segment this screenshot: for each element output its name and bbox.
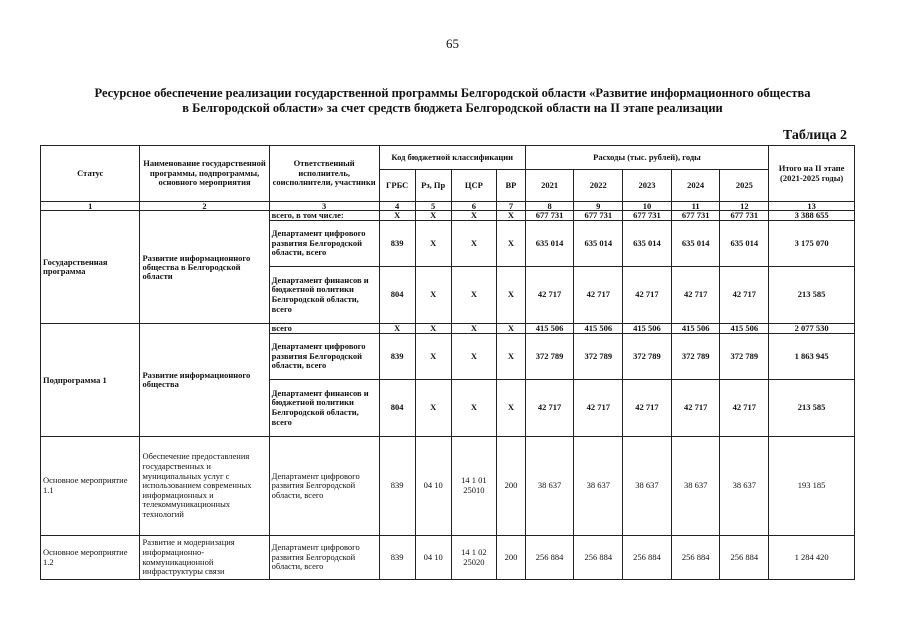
- cell-vr: X: [497, 211, 526, 221]
- row-program-name: Обеспечение предоставления государственных и муниципальных услуг с использованием современных информационных и телекоммуникационных технологий: [140, 437, 269, 536]
- cell-2025: 372 789: [720, 334, 769, 380]
- header-total: Итого на II этапе (2021-2025 годы): [769, 146, 855, 202]
- cell-rzpr: X: [415, 334, 451, 380]
- row-status: Основное мероприятие 1.2: [41, 536, 140, 580]
- column-number: 11: [671, 202, 720, 211]
- table-row: [41, 324, 855, 334]
- cell-vr: 200: [497, 536, 526, 580]
- cell-csr: X: [451, 211, 497, 221]
- cell-total: 2 077 530: [769, 324, 855, 334]
- cell-2021: 635 014: [525, 221, 574, 267]
- header-expenses: Расходы (тыс. рублей), годы: [525, 146, 768, 170]
- header-year-2025: 2025: [720, 170, 769, 202]
- header-year-2024: 2024: [671, 170, 720, 202]
- cell-2021: 42 717: [525, 267, 574, 324]
- cell-2024: 38 637: [671, 437, 720, 536]
- cell-2022: 677 731: [574, 211, 623, 221]
- cell-total: 213 585: [769, 267, 855, 324]
- cell-2024: 256 884: [671, 536, 720, 580]
- column-number: 7: [497, 202, 526, 211]
- cell-2023: 415 506: [623, 324, 672, 334]
- cell-grbs: X: [379, 211, 415, 221]
- cell-2023: 677 731: [623, 211, 672, 221]
- header-grbs: ГРБС: [379, 170, 415, 202]
- header-csr: ЦСР: [451, 170, 497, 202]
- cell-2021: 38 637: [525, 437, 574, 536]
- cell-2025: 677 731: [720, 211, 769, 221]
- cell-2024: 635 014: [671, 221, 720, 267]
- cell-2023: 256 884: [623, 536, 672, 580]
- row-program-name: Развитие и модернизация информационно-коммуникационной инфраструктуры связи: [140, 536, 269, 580]
- cell-grbs: 804: [379, 267, 415, 324]
- row-executor: Департамент цифрового развития Белгородской области, всего: [269, 536, 379, 580]
- cell-2025: 635 014: [720, 221, 769, 267]
- cell-grbs: X: [379, 324, 415, 334]
- cell-vr: X: [497, 380, 526, 437]
- cell-2023: 42 717: [623, 267, 672, 324]
- cell-2023: 42 717: [623, 380, 672, 437]
- cell-csr: 14 1 02 25020: [451, 536, 497, 580]
- cell-rzpr: 04 10: [415, 437, 451, 536]
- row-executor: Департамент цифрового развития Белгородской области, всего: [269, 437, 379, 536]
- cell-2025: 256 884: [720, 536, 769, 580]
- cell-rzpr: 04 10: [415, 536, 451, 580]
- cell-vr: X: [497, 334, 526, 380]
- row-status: Подпрограмма 1: [41, 324, 140, 437]
- cell-2021: 677 731: [525, 211, 574, 221]
- row-executor: всего, в том числе:: [269, 211, 379, 221]
- column-number-row: [41, 202, 855, 211]
- header-program-name: Наименование государственной программы, подпрограммы, основного мероприятия: [140, 146, 269, 202]
- column-number: 13: [769, 202, 855, 211]
- cell-2024: 372 789: [671, 334, 720, 380]
- resource-table: [40, 145, 855, 580]
- cell-2022: 42 717: [574, 267, 623, 324]
- column-number: 3: [269, 202, 379, 211]
- cell-csr: 14 1 01 25010: [451, 437, 497, 536]
- cell-rzpr: X: [415, 211, 451, 221]
- cell-2021: 415 506: [525, 324, 574, 334]
- cell-csr: X: [451, 380, 497, 437]
- column-number: 5: [415, 202, 451, 211]
- column-number: 4: [379, 202, 415, 211]
- page-number: 65: [446, 36, 459, 51]
- header-vr: ВР: [497, 170, 526, 202]
- cell-rzpr: X: [415, 324, 451, 334]
- header-year-2021: 2021: [525, 170, 574, 202]
- cell-vr: X: [497, 221, 526, 267]
- row-status: Основное мероприятие 1.1: [41, 437, 140, 536]
- cell-2023: 372 789: [623, 334, 672, 380]
- header-year-2023: 2023: [623, 170, 672, 202]
- cell-total: 3 388 655: [769, 211, 855, 221]
- cell-csr: X: [451, 324, 497, 334]
- table-row: [41, 437, 855, 536]
- cell-grbs: 839: [379, 334, 415, 380]
- cell-2022: 635 014: [574, 221, 623, 267]
- header-rzpr: Рз, Пр: [415, 170, 451, 202]
- column-number: 2: [140, 202, 269, 211]
- document-title: [40, 86, 865, 116]
- cell-2024: 42 717: [671, 380, 720, 437]
- cell-2021: 372 789: [525, 334, 574, 380]
- cell-total: 1 284 420: [769, 536, 855, 580]
- cell-vr: X: [497, 324, 526, 334]
- header-year-2022: 2022: [574, 170, 623, 202]
- cell-csr: X: [451, 221, 497, 267]
- row-status: Государственная программа: [41, 211, 140, 324]
- cell-2024: 42 717: [671, 267, 720, 324]
- table-row: [41, 536, 855, 580]
- cell-vr: X: [497, 267, 526, 324]
- cell-2025: 42 717: [720, 267, 769, 324]
- title-line-1: Ресурсное обеспечение реализации государственной программы Белгородской области «Развитие информационного общества: [94, 86, 811, 100]
- cell-rzpr: X: [415, 267, 451, 324]
- cell-total: 193 185: [769, 437, 855, 536]
- cell-grbs: 839: [379, 221, 415, 267]
- cell-grbs: 839: [379, 536, 415, 580]
- cell-grbs: 804: [379, 380, 415, 437]
- cell-rzpr: X: [415, 221, 451, 267]
- cell-total: 3 175 070: [769, 221, 855, 267]
- title-line-2: в Белгородской области» за счет средств бюджета Белгородской области на II этапе реализации: [182, 101, 723, 115]
- column-number: 10: [623, 202, 672, 211]
- cell-2024: 415 506: [671, 324, 720, 334]
- column-number: 9: [574, 202, 623, 211]
- cell-2022: 372 789: [574, 334, 623, 380]
- row-executor: Департамент цифрового развития Белгородской области, всего: [269, 334, 379, 380]
- row-program-name: Развитие информационного общества: [140, 324, 269, 437]
- row-executor: Департамент цифрового развития Белгородской области, всего: [269, 221, 379, 267]
- cell-vr: 200: [497, 437, 526, 536]
- header-executor: Ответственный исполнитель, соисполнители, участники: [269, 146, 379, 202]
- cell-2022: 415 506: [574, 324, 623, 334]
- cell-csr: X: [451, 267, 497, 324]
- cell-rzpr: X: [415, 380, 451, 437]
- cell-total: 213 585: [769, 380, 855, 437]
- cell-total: 1 863 945: [769, 334, 855, 380]
- cell-2022: 38 637: [574, 437, 623, 536]
- column-number: 12: [720, 202, 769, 211]
- cell-2025: 415 506: [720, 324, 769, 334]
- column-number: 1: [41, 202, 140, 211]
- cell-2022: 256 884: [574, 536, 623, 580]
- cell-2023: 38 637: [623, 437, 672, 536]
- row-executor: Департамент финансов и бюджетной политики Белгородской области, всего: [269, 380, 379, 437]
- cell-csr: X: [451, 334, 497, 380]
- table-row: [41, 211, 855, 221]
- column-number: 6: [451, 202, 497, 211]
- row-executor: всего: [269, 324, 379, 334]
- cell-2021: 256 884: [525, 536, 574, 580]
- row-program-name: Развитие информационного общества в Белгородской области: [140, 211, 269, 324]
- cell-2022: 42 717: [574, 380, 623, 437]
- table-label: Таблица 2: [782, 128, 847, 143]
- cell-2025: 42 717: [720, 380, 769, 437]
- cell-2024: 677 731: [671, 211, 720, 221]
- cell-2021: 42 717: [525, 380, 574, 437]
- header-status: Статус: [41, 146, 140, 202]
- cell-2025: 38 637: [720, 437, 769, 536]
- column-number: 8: [525, 202, 574, 211]
- header-budget-code: Код бюджетной классификации: [379, 146, 525, 170]
- row-executor: Департамент финансов и бюджетной политики Белгородской области, всего: [269, 267, 379, 324]
- cell-grbs: 839: [379, 437, 415, 536]
- cell-2023: 635 014: [623, 221, 672, 267]
